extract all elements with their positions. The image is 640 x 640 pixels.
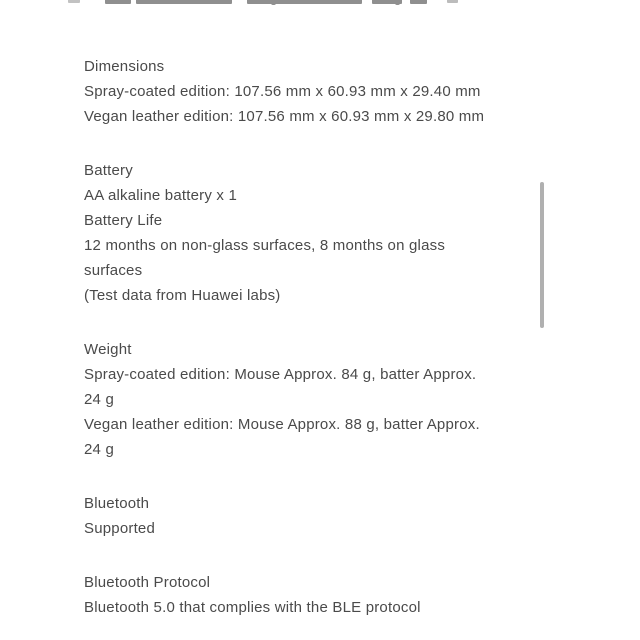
spec-line: (Test data from Huawei labs) [84,287,281,304]
spec-line: 12 months on non-glass surfaces, 8 months on glass [84,237,446,254]
spec-line: Battery Life [84,212,163,229]
spec-list [84,0,554,620]
scrollbar-thumb[interactable] [540,182,544,328]
spec-heading: Bluetooth Protocol [84,574,211,591]
spec-line: Spray-coated edition: Mouse Approx. 84 g, batter Approx. [84,366,477,383]
spec-line: Bluetooth 5.0 that complies with the BLE protocol [84,599,421,616]
spec-section [84,158,554,308]
spec-lines [84,183,554,308]
spec-heading: Weight [84,341,132,358]
spec-line: 24 g [84,391,114,408]
spec-line: Spray-coated edition: 107.56 mm x 60.93 mm x 29.40 mm [84,83,481,100]
spec-heading: Dimensions [84,58,165,75]
spec-heading: Battery [84,162,133,179]
spec-line: surfaces [84,262,143,279]
spec-line: Vegan leather edition: 107.56 mm x 60.93 mm x 29.80 mm [84,108,485,125]
spec-lines [84,516,554,541]
spec-line: 24 g [84,441,114,458]
spec-section [84,337,554,462]
spec-heading: Bluetooth [84,495,150,512]
spec-lines [84,595,554,620]
spec-section [84,570,554,620]
spec-section [84,54,554,129]
spec-lines [84,362,554,462]
spec-line: AA alkaline battery x 1 [84,187,238,204]
clipped-text-fragment [68,0,80,3]
spec-section [84,491,554,541]
spec-line: Supported [84,520,156,537]
spec-lines [84,79,554,129]
spec-line: Vegan leather edition: Mouse Approx. 88 g, batter Approx. [84,416,480,433]
